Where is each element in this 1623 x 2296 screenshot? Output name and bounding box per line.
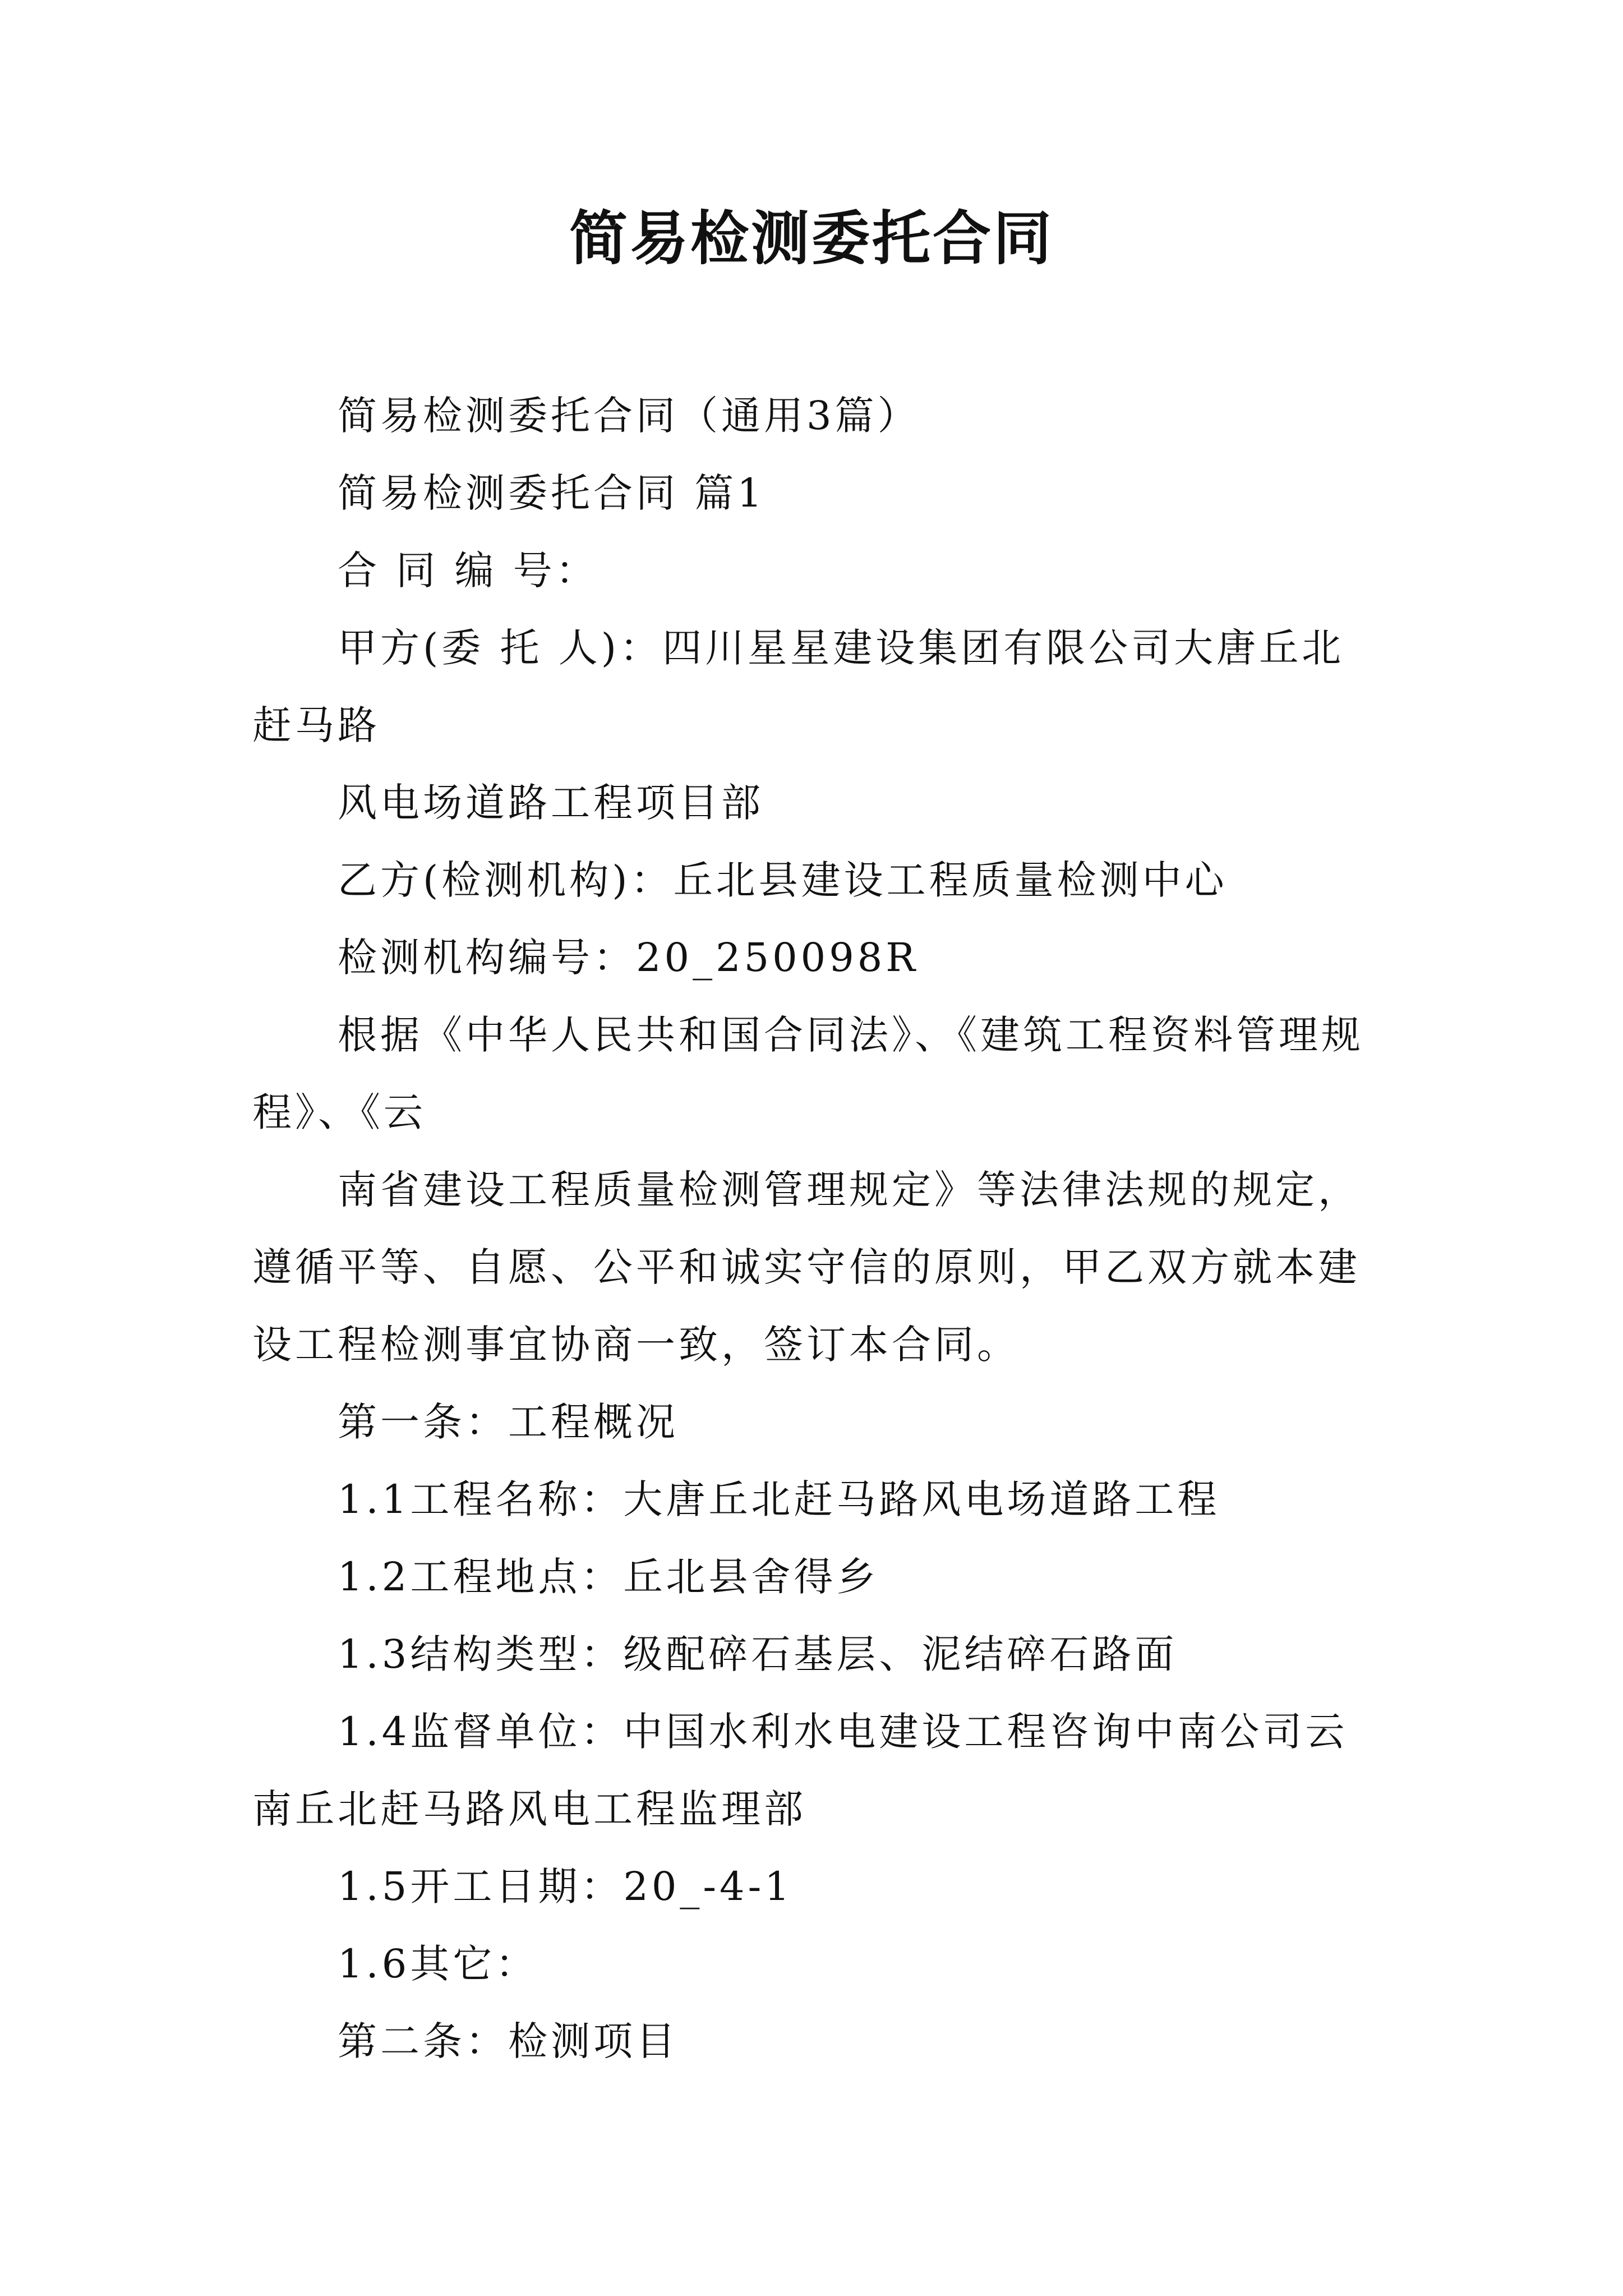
paragraph-article-one: 第一条：工程概况 — [338, 1399, 679, 1445]
paragraph-subtitle: 简易检测委托合同（通用3篇） — [338, 393, 920, 439]
paragraph-legal-basis: 根据《中华人民共和国合同法》、《建筑工程资料管理规程》、《云 — [252, 1012, 1364, 1135]
paragraph-article-two: 第二条：检测项目 — [338, 2018, 679, 2064]
document-body — [252, 377, 1385, 2080]
paragraph-start-date: 1.5开工日期：20_-4-1 — [338, 1864, 793, 1910]
paragraph-section-heading: 简易检测委托合同 篇1 — [338, 470, 766, 516]
paragraph-other: 1.6其它： — [338, 1941, 538, 1987]
paragraph-agency-number: 检测机构编号：20_250098R — [338, 935, 919, 981]
paragraph-party-b: 乙方(检测机构)：丘北县建设工程质量检测中心 — [338, 857, 1228, 903]
document-title: 简易检测委托合同 — [569, 204, 1054, 273]
paragraph-project-name: 1.1工程名称：大唐丘北赶马路风电场道路工程 — [338, 1476, 1220, 1522]
paragraph-structure-type: 1.3结构类型：级配碎石基层、泥结碎石路面 — [338, 1631, 1178, 1677]
paragraph-legal-basis-continued: 南省建设工程质量检测管理规定》等法律法规的规定，遵循平等、自愿、公平和诚实守信的原则，甲乙双方就本建设工程检测事宜协商一致，签订本合同。 — [252, 1167, 1361, 1368]
paragraph-supervision-unit: 1.4监督单位：中国水利水电建设工程咨询中南公司云南丘北赶马路风电工程监理部 — [252, 1709, 1348, 1832]
paragraph-contract-number: 合 同 编 号： — [338, 547, 598, 593]
paragraph-project-location: 1.2工程地点：丘北县舍得乡 — [338, 1554, 879, 1600]
paragraph-party-a: 甲方(委 托 人)：四川星星建设集团有限公司大唐丘北赶马路 — [252, 625, 1345, 748]
paragraph-party-a-continued: 风电场道路工程项目部 — [338, 780, 764, 826]
